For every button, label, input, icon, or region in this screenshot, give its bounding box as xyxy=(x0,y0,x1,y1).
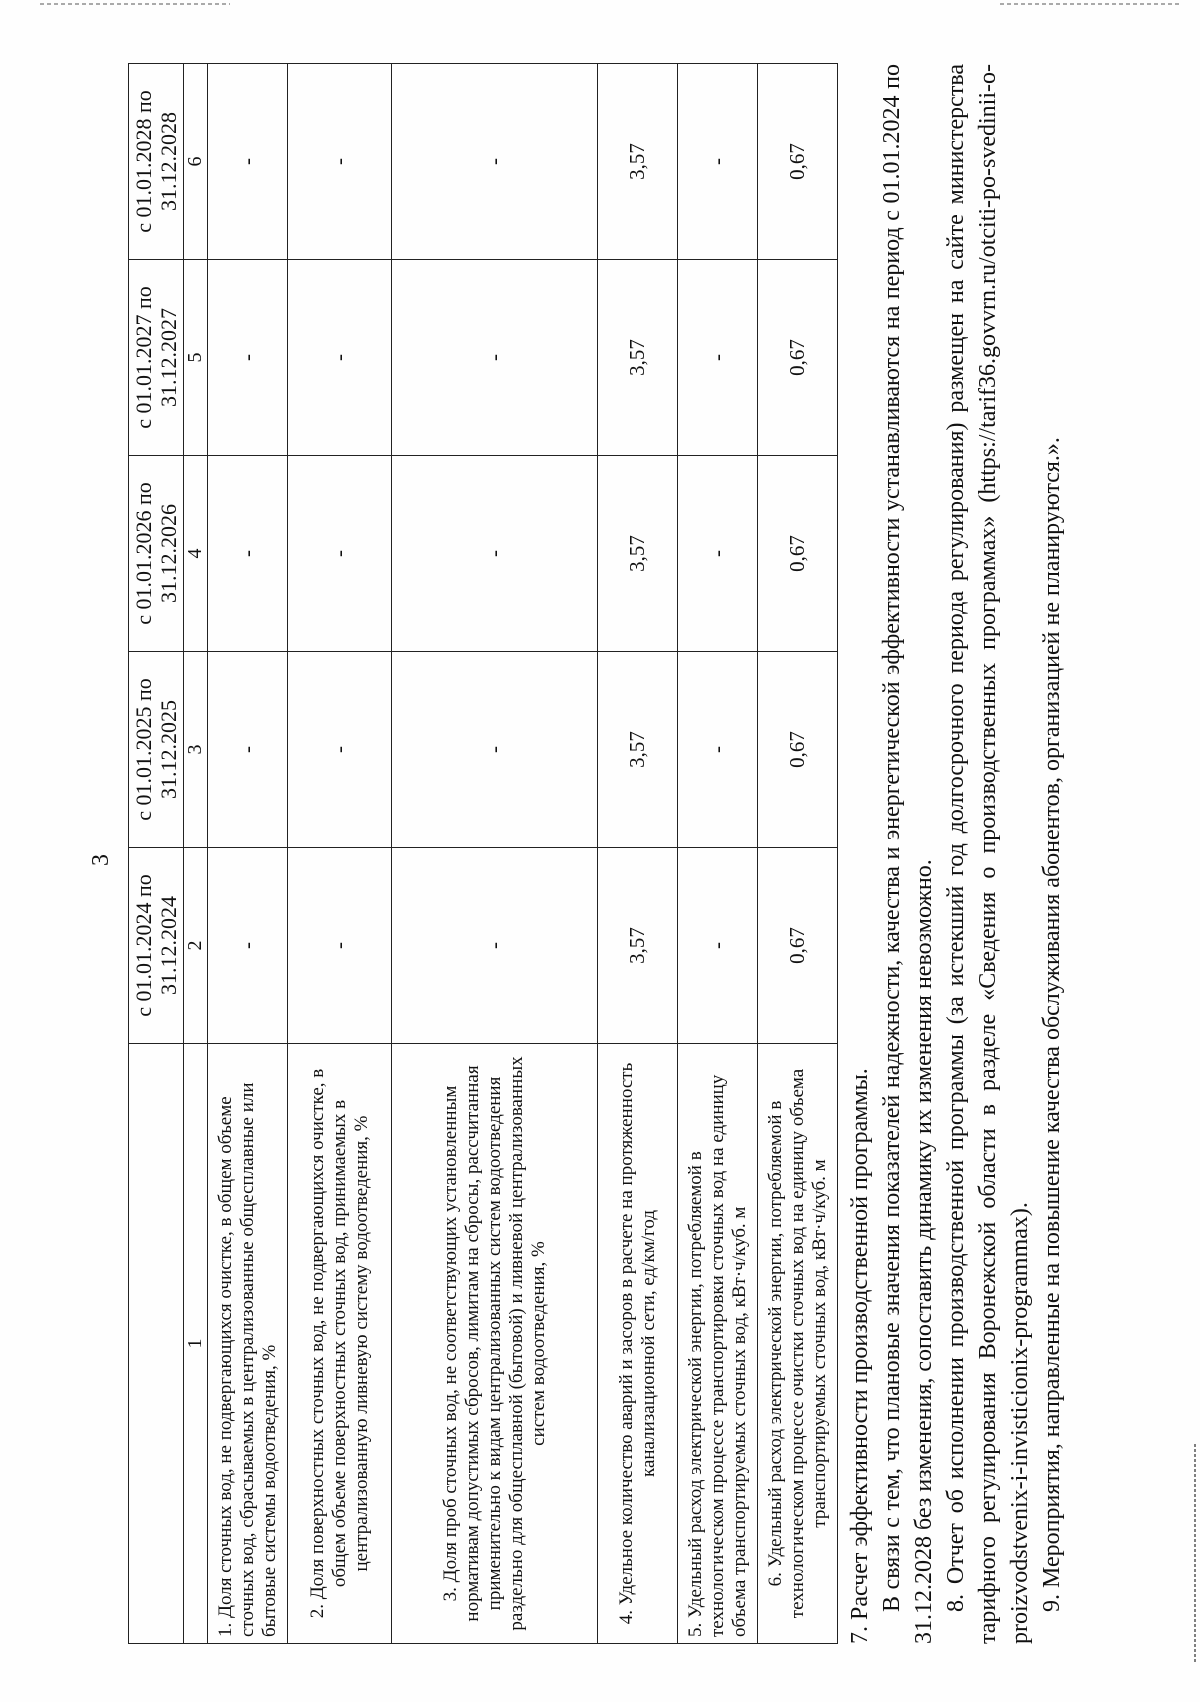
index-cell: 6 xyxy=(184,64,208,260)
table-row xyxy=(598,64,678,1644)
value-cell: - xyxy=(208,260,288,456)
table-row xyxy=(208,64,288,1644)
value-cell: - xyxy=(288,456,392,652)
index-cell: 3 xyxy=(184,652,208,848)
value-cell: - xyxy=(678,652,758,848)
header-cell: с 01.01.2027 по 31.12.2027 xyxy=(129,260,184,456)
value-cell: 3,57 xyxy=(598,260,678,456)
value-cell: 3,57 xyxy=(598,848,678,1044)
value-cell: - xyxy=(392,652,598,848)
indicator-name: 2. Доля поверхностных сточных вод, не подвергающихся очистке, в общем объеме поверхностных сточных вод, принимаемых в централизованную ливневую систему водоотведения, % xyxy=(288,1044,392,1644)
header-cell: с 01.01.2025 по 31.12.2025 xyxy=(129,652,184,848)
value-cell: - xyxy=(288,64,392,260)
indicator-name: 4. Удельное количество аварий и засоров в расчете на протяженность канализационной сети, ед/км/год xyxy=(598,1044,678,1644)
paragraph: В связи с тем, что плановые значения показателей надежности, качества и энергетической эффективности устанавливаются на период с 01.01.2024 по 31.12.2028 без изменения, сопоставить динамику их изменения невозможно. xyxy=(879,64,937,1644)
indicator-name: 1. Доля сточных вод, не подвергающихся очистке, в общем объеме сточных вод, сбрасываемых в централизованные общесплавные или бытовые системы водоотведения, % xyxy=(208,1044,288,1644)
indicators-table xyxy=(128,63,838,1644)
value-cell: - xyxy=(392,260,598,456)
indicator-name: 3. Доля проб сточных вод, не соответствующих установленным нормативам допустимых сбросов, лимитам на сбросы, рассчитанная применительно к видам централизованных систем водоотведения раздельно для общесплавной (бытовой) и ливневой централизованных систем водоотведения, % xyxy=(392,1044,598,1644)
page-number: 3 xyxy=(88,854,114,866)
value-cell: 3,57 xyxy=(598,456,678,652)
table-row xyxy=(758,64,838,1644)
indicator-name: 5. Удельный расход электрической энергии, потребляемой в технологическом процессе транспортировки сточных вод на единицу объема транспортируемых сточных вод, кВт·ч/куб. м xyxy=(678,1044,758,1644)
value-cell: 0,67 xyxy=(758,260,838,456)
paragraph: 8. Отчет об исполнении производственной программы (за истекший год долгосрочного периода регулирования) размещен на сайте министерства тарифного регулирования Воронежской области в разделе «Сведения о производственных программах» (https://tarif36.govvrn.ru/otciti-po-svedinii-o-proizvodstvenix-i-invisticionix-programmax). xyxy=(943,64,1033,1644)
value-cell: - xyxy=(288,652,392,848)
value-cell: - xyxy=(208,64,288,260)
value-cell: 0,67 xyxy=(758,652,838,848)
index-cell: 4 xyxy=(184,456,208,652)
table-header-row xyxy=(129,64,184,1644)
indicator-name: 6. Удельный расход электрической энергии, потребляемой в технологическом процессе очистки сточных вод на единицу объема транспортируемых сточных вод, кВт·ч/куб. м xyxy=(758,1044,838,1644)
header-cell: с 01.01.2024 по 31.12.2024 xyxy=(129,848,184,1044)
value-cell: - xyxy=(678,848,758,1044)
value-cell: 0,67 xyxy=(758,456,838,652)
value-cell: - xyxy=(678,64,758,260)
value-cell: - xyxy=(288,848,392,1044)
value-cell: 0,67 xyxy=(758,848,838,1044)
table-row xyxy=(678,64,758,1644)
value-cell: - xyxy=(288,260,392,456)
value-cell: - xyxy=(208,848,288,1044)
value-cell: - xyxy=(678,456,758,652)
header-cell xyxy=(129,1044,184,1644)
value-cell: - xyxy=(392,848,598,1044)
value-cell: - xyxy=(392,456,598,652)
body-text xyxy=(844,64,1068,1644)
index-cell: 2 xyxy=(184,848,208,1044)
table-row xyxy=(288,64,392,1644)
table-row xyxy=(392,64,598,1644)
paragraph: 9. Мероприятия, направленные на повышение качества обслуживания абонентов, организацией не планируются.». xyxy=(1039,437,1065,1612)
column-index-row xyxy=(184,64,208,1644)
section-heading: 7. Расчет эффективности производственной программы. xyxy=(847,1068,873,1644)
value-cell: - xyxy=(678,260,758,456)
value-cell: - xyxy=(392,64,598,260)
index-cell: 5 xyxy=(184,260,208,456)
value-cell: - xyxy=(208,456,288,652)
header-cell: с 01.01.2026 по 31.12.2026 xyxy=(129,456,184,652)
value-cell: 0,67 xyxy=(758,64,838,260)
header-cell: с 01.01.2028 по 31.12.2028 xyxy=(129,64,184,260)
value-cell: - xyxy=(208,652,288,848)
index-cell: 1 xyxy=(184,1044,208,1644)
value-cell: 3,57 xyxy=(598,652,678,848)
value-cell: 3,57 xyxy=(598,64,678,260)
